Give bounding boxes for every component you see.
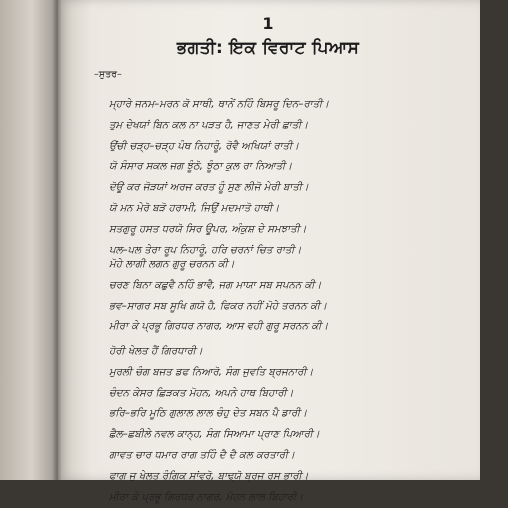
verse-line: ਗਾਵਤ ਚਾਰ ਧਮਾਰ ਰਾਗ ਤਹਿੰ ਦੈ ਦੈ ਕਲ ਕਰਤਾਰੀ। (109, 449, 295, 461)
verse-line: ਮੋਹੇ ਲਾਗੀ ਲਗਨ ਗੁਰੂ ਚਰਨਨ ਕੀ। (109, 259, 235, 270)
verse-line: ਮੀਰਾ ਕੇ ਪ੍ਰਭੂ ਗਿਰਧਰ ਨਾਗਰ, ਮੋਹਨ ਲਾਲ ਬਿਹਾਰੀ। (109, 491, 304, 503)
verse-line: ਭਰਿ–ਭਰਿ ਮੂਠਿ ਗੁਲਾਲ ਲਾਲ ਚੰਹੁ ਦੇਤ ਸਬਨ ਪੈ ਡਾਰੀ। (109, 408, 308, 420)
section-label: –ਸੁਤਰ– (94, 69, 122, 80)
verse-line: ਤੁਮ ਦੇਖਯਾਂ ਬਿਨ ਕਲ ਨਾ ਪੜਤ ਹੈ, ਜਾਣਤ ਮੇਰੀ ਛਾਤੀ। (109, 119, 309, 131)
verse-line: ਮੁਰਲੀ ਚੰਗ ਬਜਤ ਡਫ ਨਿਆਰੋ, ਸੰਗ ਜੁਵਤਿ ਬ੍ਰਜਨਾਰੀ। (109, 366, 314, 378)
verse-line: ਚਰਣ ਬਿਨਾ ਕਛੁਵੈ ਨਹਿੰ ਭਾਵੈ, ਜਗ ਮਾਯਾ ਸਬ ਸਪਨਨ ਕੀ। (109, 279, 322, 291)
verse-line: ਭਵ–ਸਾਗਰ ਸਬ ਸੂਖਿ ਗਯੋ ਹੈ, ਫਿਕਰ ਨਹੀਂ ਮੋਹੇ ਤਰਨਨ ਕੀ। (109, 300, 327, 312)
stanza-2 (109, 255, 328, 338)
verse-line: ਉਂਚੀ ਚੜ੍ਹ–ਚੜ੍ਹ ਪੰਥ ਨਿਹਾਰੂੰ, ਰੋਵੈ ਅਖਿਯਾਂ ਰਾਤੀ। (109, 140, 300, 152)
chapter-title: ਭਗਤੀ: ਇਕ ਵਿਰਾਟ ਪਿਆਸ (176, 38, 360, 58)
verse-line: ਮ੍ਹਾਰੇ ਜਨਮ–ਮਰਨ ਕੋ ਸਾਥੀ, ਥਾਨੇਂ ਨਹਿੰ ਬਿਸਰੂ ਦਿਨ–ਰਾਤੀ। (109, 99, 330, 110)
verse-line: ਛੈਲ–ਛਬੀਲੇ ਨਵਲ ਕਾਨ੍ਹ, ਸੰਗ ਸਿਆਮਾ ਪ੍ਰਾਣ ਪਿਆਰੀ। (109, 429, 320, 441)
stanza-1 (109, 95, 329, 261)
verse-line: ਫਾਗ ਜੁ ਖੇਲਤ ਰੰਗਿਕ ਸਾਂਵਰੋ, ਬਾਢ੍ਯੋ ਬ੍ਰਜ ਰਸ ਭਾਰੀ। (109, 470, 309, 482)
verse-line: ਪਲ–ਪਲ ਤੇਰਾ ਰੂਪ ਨਿਹਾਰੂੰ, ਹਰਿ ਚਰਨਾਂ ਚਿਤ ਰਾਤੀ। (109, 244, 302, 256)
verse-line: ਯੋ ਸੰਸਾਰ ਸਕਲ ਜਗ ਝੂੰਠੋ, ਝੂੰਠਾ ਕੁਲ ਰਾ ਨਿਆਤੀ। (109, 161, 293, 173)
verse-line: ਹੋਰੀ ਖੇਲਤ ਹੈਂ ਗਿਰਧਾਰੀ। (109, 346, 203, 357)
verse-line: ਦੋਊ ਕਰ ਜੋੜਯਾਂ ਅਰਜ ਕਰਤ ਹੂੰ ਸੁਣ ਲੀਜੋ ਮੇਰੀ ਬਾਤੀ। (109, 182, 309, 194)
verse-line: ਯੋ ਮਨ ਮੇਰੋ ਬੜੋ ਹਰਾਮੀ, ਜਿਉਂ ਮਦਮਾਤੋ ਹਾਥੀ। (109, 202, 280, 214)
verse-line: ਚੰਦਨ ਕੇਸਰ ਛਿੜਕਤ ਮੋਹਨ, ਅਪਨੇ ਹਾਥ ਬਿਹਾਰੀ। (109, 387, 294, 399)
verse-line: ਸਤਗੁਰੂ ਹਸਤ ਧਰਯੋ ਸਿਰ ਊਪਰ, ਅੰਕੁਸ਼ ਦੇ ਸਮਝਾਤੀ। (109, 223, 307, 235)
stanza-3 (109, 342, 320, 508)
chapter-number: 1 (262, 14, 274, 33)
verse-line: ਮੀਰਾ ਕੇ ਪ੍ਰਭੂ ਗਿਰਧਰ ਨਾਗਰ, ਆਸ ਵਹੀ ਗੁਰੂ ਸਰਨਨ ਕੀ। (109, 321, 329, 333)
